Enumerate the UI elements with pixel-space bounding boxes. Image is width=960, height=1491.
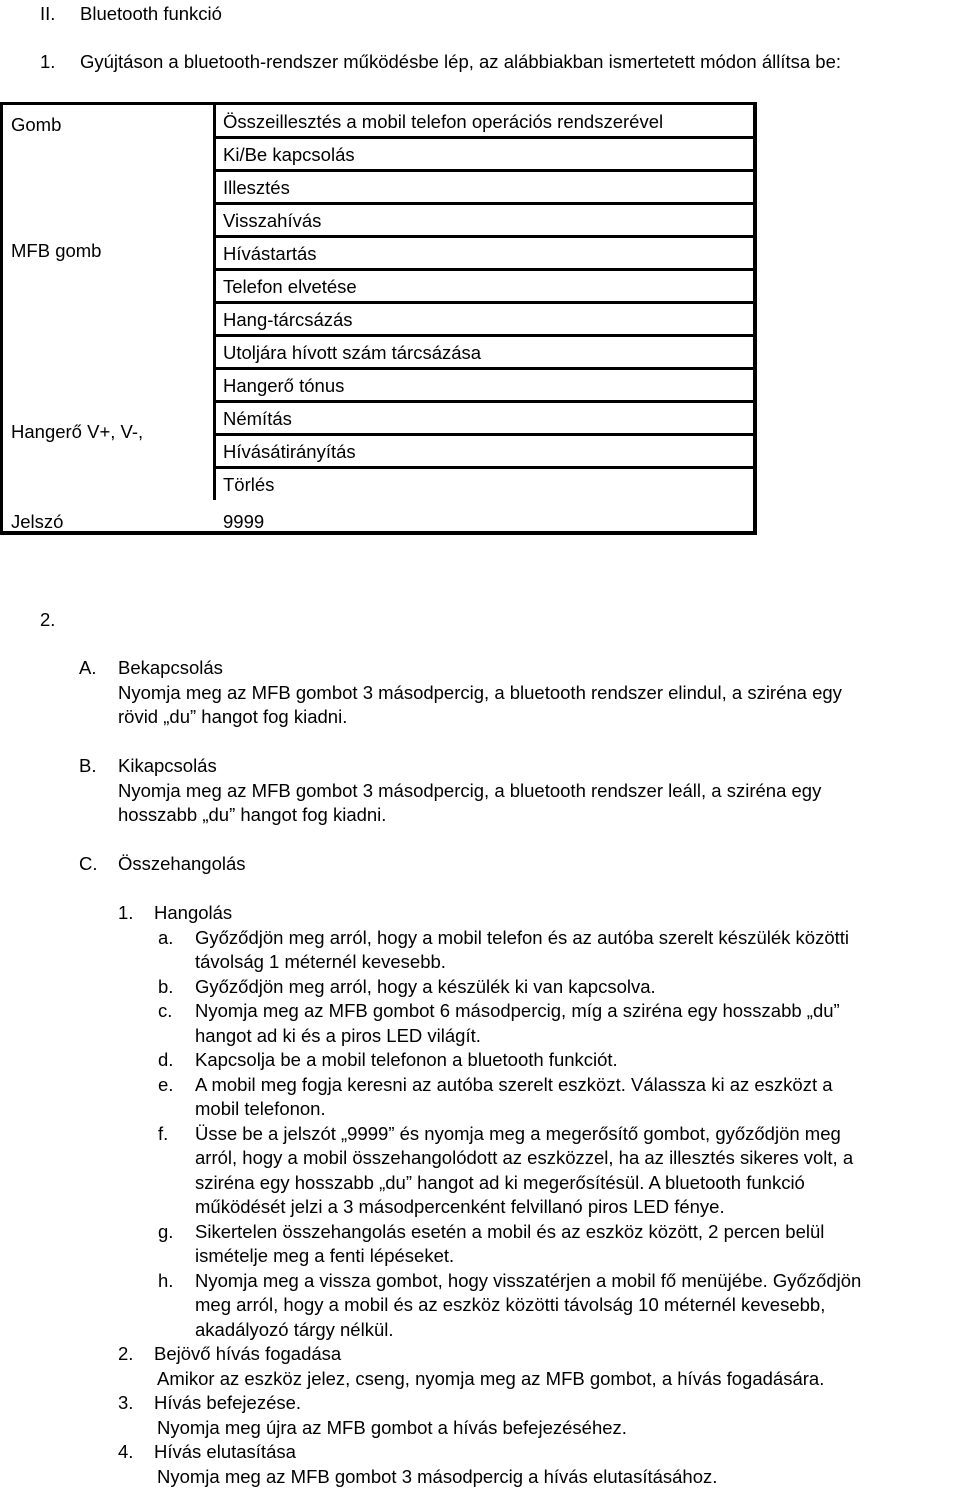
step-number: 2. [40,609,56,630]
subsection-letter: C. [79,853,98,874]
list-item-line: működését jelzi a 3 másodpercenként felvillanó piros LED fénye. [195,1196,725,1217]
subsection-title: Összehangolás [118,853,246,874]
list-number: 2. [118,1343,134,1364]
list-item-line: Nyomja meg a vissza gombot, hogy visszatérjen a mobil fő menüjébe. Győződjön [195,1270,862,1291]
list-title: Hívás befejezése. [154,1392,302,1413]
table-cell: Hang-tárcsázás [223,309,353,330]
table-cell: Összeillesztés a mobil telefon operációs rendszerével [223,111,664,132]
list-number: 1. [118,902,134,923]
list-item-line: akadályozó tárgy nélkül. [195,1319,394,1340]
list-item-line: meg arról, hogy a mobil és az eszköz közötti távolság 10 méternél kevesebb, [195,1294,826,1315]
list-item-line: arról, hogy a mobil összehangolódott az eszközzel, ha az illesztés sikeres volt, a [195,1147,854,1168]
table-cell: Utoljára hívott szám tárcsázása [223,342,482,363]
list-item-line: ismételje meg a fenti lépéseket. [195,1245,455,1266]
list-letter: h. [158,1270,174,1291]
list-item-line: Győződjön meg arról, hogy a készülék ki van kapcsolva. [195,976,656,997]
list-item-line: Nyomja meg újra az MFB gombot a hívás befejezéséhez. [157,1417,627,1438]
list-letter: e. [158,1074,174,1095]
table-cell: Hívástartás [223,243,317,264]
table-row [213,270,757,304]
section-title: Bluetooth funkció [80,3,222,24]
paragraph-line: Nyomja meg az MFB gombot 3 másodpercig, a bluetooth rendszer elindul, a sziréna egy [118,682,842,703]
list-item-line: mobil telefonon. [195,1098,326,1119]
list-item-line: Kapcsolja be a mobil telefonon a bluetooth funkciót. [195,1049,618,1070]
list-letter: c. [158,1000,173,1021]
table-cell: Némítás [223,408,292,429]
list-item-line: Üsse be a jelszót „9999” és nyomja meg a megerősítő gombot, győződjön meg [195,1123,841,1144]
table-row [213,237,757,271]
list-item-line: sziréna egy hosszabb „du” hangot ad ki megerősítésül. A bluetooth funkció [195,1172,805,1193]
list-letter: b. [158,976,174,997]
table-cell: Hívásátirányítás [223,441,356,462]
list-item-line: Nyomja meg az MFB gombot 3 másodpercig a hívás elutasításához. [157,1466,718,1487]
table-cell: Ki/Be kapcsolás [223,144,355,165]
paragraph-line: hosszabb „du” hangot fog kiadni. [118,804,387,825]
table-row [213,105,757,139]
subsection-title: Bekapcsolás [118,657,223,678]
table-row [213,171,757,205]
list-item-line: Győződjön meg arról, hogy a mobil telefon és az autóba szerelt készülék közötti [195,927,850,948]
table-cell: Törlés [223,474,275,495]
table-row [213,435,757,469]
list-number: 4. [118,1441,134,1462]
table-row [213,303,757,337]
paragraph-line: Nyomja meg az MFB gombot 3 másodpercig, a bluetooth rendszer leáll, a sziréna egy [118,780,822,801]
list-title: Hangolás [154,902,233,923]
list-number: 3. [118,1392,134,1413]
subsection-title: Kikapcsolás [118,755,217,776]
step-number: 1. [40,51,56,72]
table-cell: Illesztés [223,177,290,198]
button-function-table [0,102,757,535]
column-header-gomb: Gomb [11,114,62,135]
list-letter: g. [158,1221,174,1242]
subsection-letter: B. [79,755,97,776]
list-title: Hívás elutasítása [154,1441,296,1462]
list-item-line: hangot ad ki és a piros LED világít. [195,1025,481,1046]
label-password: Jelszó [11,511,64,532]
table-row [213,369,757,403]
table-row [213,138,757,172]
list-letter: d. [158,1049,174,1070]
label-mfb-button: MFB gomb [11,240,102,261]
label-volume-button: Hangerő V+, V-, [11,421,144,442]
list-item-line: távolság 1 méternél kevesebb. [195,951,446,972]
list-item-line: Nyomja meg az MFB gombot 6 másodpercig, míg a sziréna egy hosszabb „du” [195,1000,840,1021]
list-letter: a. [158,927,174,948]
list-item-line: A mobil meg fogja keresni az autóba szerelt eszközt. Válassza ki az eszközt a [195,1074,833,1095]
table-cell: Visszahívás [223,210,322,231]
list-item-line: Amikor az eszköz jelez, cseng, nyomja meg az MFB gombot, a hívás fogadására. [157,1368,825,1389]
table-row [213,402,757,436]
table-cell: Telefon elvetése [223,276,357,297]
table-row [213,336,757,370]
list-title: Bejövő hívás fogadása [154,1343,342,1364]
list-item-line: Sikertelen összehangolás esetén a mobil és az eszköz között, 2 percen belül [195,1221,825,1242]
password-value: 9999 [223,511,265,532]
table-row [213,204,757,238]
section-number: II. [40,3,56,24]
step-text: Gyújtáson a bluetooth-rendszer működésbe lép, az alábbiakban ismertetett módon állítsa be: [80,51,842,72]
table-cell: Hangerő tónus [223,375,345,396]
table-row [213,468,757,499]
list-letter: f. [158,1123,169,1144]
paragraph-line: rövid „du” hangot fog kiadni. [118,706,348,727]
subsection-letter: A. [79,657,97,678]
